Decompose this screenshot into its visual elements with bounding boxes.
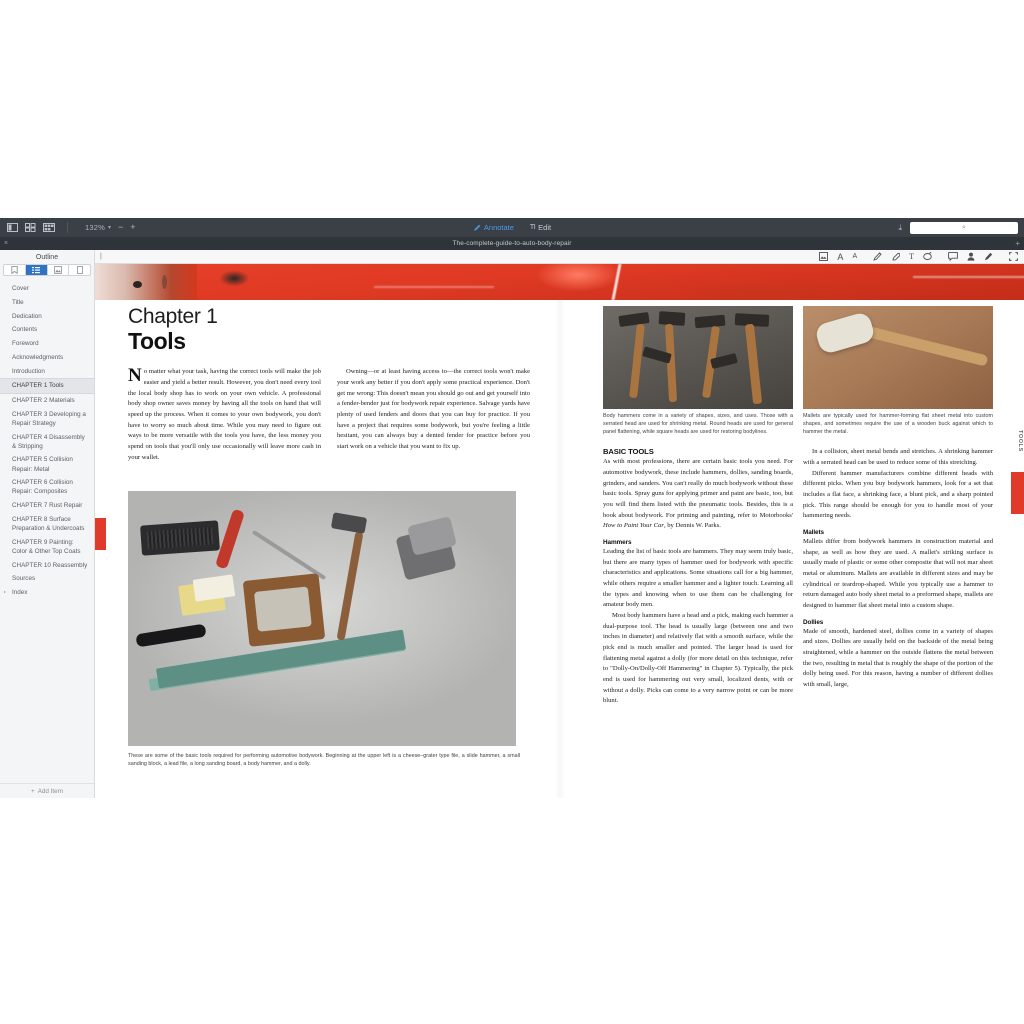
right-page-columns bbox=[603, 447, 1003, 707]
bookmark-tab-left bbox=[95, 518, 106, 550]
slide-hammer-handle-shape bbox=[215, 509, 245, 570]
close-tab-icon[interactable]: × bbox=[4, 240, 9, 247]
pdf-reader-window bbox=[0, 218, 1024, 798]
basic-tools-paragraph bbox=[603, 457, 793, 532]
single-page-view-icon[interactable] bbox=[6, 222, 19, 233]
basic-tools-text-a: As with most professions, there are certain basic tools you need. For automotive bodywork, these include hammers, dollies, sanding boards, grinders, and sanders. You can't really do much bodywork without these basic tools. Spray guns for applying primer and paint are basic, too, but you will find them listed with the pneumatic tools. Besides, this is a book about bodywork. For priming and painting, refer to Motorbooks' bbox=[603, 458, 793, 519]
new-tab-icon[interactable]: + bbox=[1015, 239, 1020, 248]
left-page-columns bbox=[128, 367, 530, 463]
shape-tool-icon[interactable] bbox=[923, 252, 932, 261]
marker-icon[interactable] bbox=[984, 252, 993, 261]
outline-item[interactable] bbox=[0, 407, 94, 430]
mallet-handle-shape bbox=[860, 324, 989, 366]
outline-item-label: Dedication bbox=[12, 312, 42, 320]
outline-item-label: Foreword bbox=[12, 340, 39, 348]
bleed-highlight-2 bbox=[913, 276, 1024, 278]
book-spread bbox=[95, 300, 1024, 798]
outline-item-label: CHAPTER 9 Painting: Color & Other Top Coats bbox=[12, 538, 81, 555]
body-hammers-caption: Body hammers come in a variety of shapes, sizes, and uses. Those with a serrated head are used for shrinking metal. Round heads are used for general panel flattening, while square heads are used for restoring bodylines. bbox=[603, 413, 793, 436]
toolbar-right-group bbox=[898, 222, 1018, 234]
left-column-2 bbox=[337, 367, 530, 463]
outline-list[interactable] bbox=[0, 280, 94, 783]
hammer-handle-1 bbox=[629, 324, 645, 398]
outline-item-label: CHAPTER 5 Collision Repair: Metal bbox=[12, 456, 73, 473]
annotate-label: Annotate bbox=[483, 223, 514, 232]
sidebar-segment-bookmarks[interactable] bbox=[4, 265, 26, 275]
body-hammers-photo bbox=[603, 306, 793, 409]
outline-item-label: Contents bbox=[12, 326, 38, 334]
grid-view-icon[interactable] bbox=[24, 222, 37, 233]
lead-file-shape bbox=[243, 573, 325, 647]
download-icon[interactable]: ⤓ bbox=[898, 222, 902, 232]
right-paragraph-1: In a collision, sheet metal bends and stretches. A shrinking hammer with a serrated head can be used to reduce some of this stretching. bbox=[803, 448, 993, 466]
outline-item[interactable] bbox=[0, 558, 94, 572]
chapter-kicker: Chapter 1 bbox=[128, 305, 218, 328]
outline-item[interactable] bbox=[0, 572, 94, 586]
zoom-out-button[interactable]: − bbox=[118, 222, 124, 232]
sidebar-view-switcher bbox=[3, 264, 91, 276]
outline-item[interactable] bbox=[0, 364, 94, 378]
body-hammer-head-shape bbox=[331, 512, 367, 534]
sanding-block-top-shape bbox=[193, 574, 236, 601]
sidebar-segment-outline[interactable] bbox=[26, 265, 48, 275]
right-page-photos bbox=[603, 306, 1003, 436]
chapter-title: Tools bbox=[128, 328, 186, 355]
document-pane bbox=[95, 250, 1024, 798]
draw-tools-group bbox=[873, 252, 932, 261]
chevron-down-icon[interactable]: ▾ bbox=[107, 225, 111, 231]
left-col2-paragraph: Owning—or at least having access to—the correct tools won't make your work any better if you don't apply some practical experience. Don't get me wrong: This doesn't mean you should go out and get yourself into a fender-bender just for bodywork repair experience. Salvage yards have plenty of used fenders and doors that you can buy for practice. If you have a project that requires some bodywork, but you're feeling a little hesitant, you can always buy a dented fender for practice before you start work on a vehicle that you want to fix up. bbox=[337, 368, 530, 450]
body-hammers-figure bbox=[603, 306, 793, 436]
outline-item-label: Acknowledgments bbox=[12, 353, 64, 361]
outline-item-label: Introduction bbox=[12, 367, 45, 375]
comment-icon[interactable] bbox=[948, 252, 958, 261]
app-toolbar bbox=[0, 218, 1024, 237]
hammer-handle-4 bbox=[745, 324, 762, 405]
search-icon: ⌕ bbox=[962, 223, 966, 231]
outline-item[interactable] bbox=[0, 394, 94, 408]
thumbnail-view-icon[interactable] bbox=[42, 222, 55, 233]
text-tool-icon[interactable]: T bbox=[909, 251, 914, 261]
hammer-head-3 bbox=[695, 315, 726, 329]
pen-icon bbox=[473, 224, 481, 232]
image-tool-icon[interactable] bbox=[819, 252, 828, 261]
mallet-photo bbox=[803, 306, 993, 409]
add-item-label: Add Item bbox=[37, 787, 63, 795]
right-paragraph-2: Different hammer manufacturers combine different heads with different picks. When you buy bodywork hammers, look for a set that includes a flat face, a shrinking face, a blunt pick, and a sharp pointed pick. This range should be enough for you to handle most of your hammering needs. bbox=[803, 469, 993, 520]
outline-item-label: Cover bbox=[12, 285, 29, 293]
left-col1-text: o matter what your task, having the correct tools will make the job easier and yield a better result. However, you don't need every tool the local body shop has to work on your own vehicle. A professional body shop owner saves money by having all the tools on hand that will speed up the process. When it comes to your own bodywork, you don't have to worry so much about time. While you may need to figure out ways to be more versatile with the tools you have, the less money you spend on tools that you'll only use occasionally will leave more cash in your wallet. bbox=[128, 368, 321, 461]
bookmark-tab-right bbox=[1011, 472, 1024, 514]
signature-icon[interactable] bbox=[967, 252, 975, 261]
basic-tools-text-b: , by Dennis W. Parks. bbox=[663, 522, 721, 530]
dollies-paragraph: Made of smooth, hardened steel, dollies come in a variety of shapes and sizes. Dollies are usually held on the backside of the metal being straightened, while a hammer on the outside flattens the metal between the two, resulting in metal that is roughly the shape of the portion of the dolly being used. For this reason, having a number of different dollies with small, large, bbox=[803, 627, 993, 689]
edit-text-icon: TI bbox=[529, 224, 536, 231]
outline-item[interactable] bbox=[0, 476, 94, 499]
basic-tools-photo bbox=[128, 491, 516, 746]
markup-tools-group bbox=[948, 252, 993, 261]
annotation-tool-groups bbox=[819, 252, 1024, 261]
mallet-caption: Mallets are typically used for hammer-forming flat sheet metal into custom shapes, and sometimes require the use of a wooden buck against which to hammer the metal. bbox=[803, 413, 993, 436]
sidebar-title: Outline bbox=[35, 254, 59, 261]
right-column-1 bbox=[603, 447, 793, 707]
view-tools-group bbox=[1009, 252, 1018, 261]
sidebar-segment-thumbnails[interactable] bbox=[48, 265, 70, 275]
expand-triangle-icon[interactable]: ▸ bbox=[4, 589, 7, 595]
zoom-in-button[interactable]: + bbox=[130, 222, 136, 232]
bleed-left-detail bbox=[95, 264, 197, 300]
text-tools-group bbox=[819, 252, 857, 261]
outline-item-label: CHAPTER 10 Reassembly bbox=[12, 561, 88, 569]
outline-item-label: CHAPTER 8 Surface Preparation & Undercoats bbox=[12, 515, 85, 532]
outline-item-label: CHAPTER 2 Materials bbox=[12, 397, 75, 405]
dollies-heading: Dollies bbox=[803, 618, 824, 626]
outline-item-label: CHAPTER 1 Tools bbox=[12, 382, 64, 390]
toolbar-cursor-marker: | bbox=[100, 253, 102, 260]
left-column-1 bbox=[128, 367, 321, 463]
basic-tools-photo-caption: These are some of the basic tools required for performing automotive bodywork. Beginning at the upper left is a cheese–grater type file, a slide hammer, a small sanding block, a lead file, a long sanding board, a body hammer, and a dolly. bbox=[128, 753, 520, 768]
outline-item[interactable] bbox=[0, 378, 94, 394]
basic-tools-book-title: How to Paint Your Car bbox=[603, 522, 664, 530]
mallet-head-shape bbox=[814, 311, 876, 355]
outline-item[interactable] bbox=[0, 323, 94, 337]
mallets-heading: Mallets bbox=[803, 529, 824, 537]
zoom-control[interactable] bbox=[85, 223, 136, 232]
app-body bbox=[0, 250, 1024, 798]
body-hammer-handle-shape bbox=[337, 531, 364, 641]
annotate-button[interactable] bbox=[473, 223, 514, 232]
page-canvas[interactable] bbox=[95, 264, 1024, 798]
annotation-toolbar bbox=[95, 250, 1024, 264]
document-tab-strip bbox=[0, 237, 1024, 250]
outline-item[interactable] bbox=[0, 499, 94, 513]
page-gutter bbox=[555, 300, 565, 798]
left-page bbox=[128, 305, 530, 768]
left-col1-paragraph bbox=[128, 367, 321, 463]
bleed-highlight-1 bbox=[612, 264, 622, 300]
side-tab-label: TOOLS bbox=[1017, 430, 1023, 452]
cheese-grater-file-shape bbox=[140, 520, 220, 555]
add-item-button[interactable] bbox=[0, 783, 94, 798]
outline-item[interactable] bbox=[0, 309, 94, 323]
active-tab-title[interactable]: The-complete-guide-to-auto-body-repair bbox=[452, 240, 572, 247]
plus-icon: + bbox=[31, 787, 35, 795]
outline-item-label: CHAPTER 7 Rust Repair bbox=[12, 502, 83, 510]
outline-item[interactable] bbox=[0, 535, 94, 558]
edit-button[interactable] bbox=[530, 223, 551, 232]
outline-item[interactable] bbox=[0, 296, 94, 310]
hammers-heading: Hammers bbox=[603, 539, 632, 547]
font-decrease-icon[interactable]: A bbox=[852, 252, 858, 260]
hammer-head-1 bbox=[618, 312, 649, 327]
mallet-figure bbox=[803, 306, 993, 436]
sidebar-panel bbox=[0, 250, 95, 798]
right-page bbox=[603, 306, 1003, 707]
file-handle-shape bbox=[135, 624, 206, 648]
bleed-dark-spot bbox=[133, 281, 142, 288]
outline-item-label: Index bbox=[12, 588, 28, 596]
outline-item[interactable] bbox=[0, 282, 94, 296]
outline-item[interactable] bbox=[0, 351, 94, 365]
toolbar-mode-actions bbox=[0, 223, 1024, 232]
sidebar-segment-pages[interactable] bbox=[69, 265, 90, 275]
outline-item[interactable] bbox=[0, 337, 94, 351]
mallets-paragraph: Mallets differ from bodywork hammers in construction material and shape, as well as how they are used. A mallet's striking surface is usually made of plastic or some other composite that will not mar sheet metal or aluminum. Mallets are available in different sizes and may be cylindrical or teardrop-shaped. While you typically use a hammer to return damaged auto body sheet metal to a preformed shape, mallets are designed to hammer flat sheet metal into a custom shape. bbox=[803, 538, 993, 610]
bleed-dark-spot-2 bbox=[162, 275, 167, 289]
basic-tools-heading: BASIC TOOLS bbox=[603, 447, 654, 457]
outline-item-label: CHAPTER 4 Disassembly & Stripping bbox=[12, 433, 85, 450]
zoom-level-value: 132% bbox=[85, 223, 105, 232]
font-increase-icon[interactable]: A bbox=[837, 251, 844, 262]
fullscreen-icon[interactable] bbox=[1009, 252, 1018, 261]
outline-item-label: Title bbox=[12, 299, 24, 307]
bleed-highlight-3 bbox=[374, 286, 494, 288]
spread-bleed-photo bbox=[95, 264, 1024, 300]
outline-item-label: CHAPTER 6 Collision Repair: Composites bbox=[12, 479, 73, 496]
right-column-2 bbox=[803, 447, 993, 707]
hammers-paragraph-1: Leading the list of basic tools are hammers. They may seem truly basic, but there are many types of hammer used for bodywork with specific characteristics and applications. Some situations call for a big hammer, while others require a smaller hammer and a lighter touch. Learning all the types and knowing when to use them can be challenging for amateur body men. bbox=[603, 548, 793, 609]
outline-item[interactable] bbox=[0, 430, 94, 453]
pencil-icon[interactable] bbox=[873, 252, 882, 261]
outline-item-label: CHAPTER 3 Developing a Repair Strategy bbox=[12, 410, 86, 427]
edit-label: Edit bbox=[538, 223, 552, 232]
outline-item[interactable] bbox=[0, 513, 94, 536]
outline-item[interactable] bbox=[0, 586, 94, 600]
hammers-paragraph-2: Most body hammers have a head and a pick, making each hammer a dual-purpose tool. The head is usually large (between one and two inches in diameter) and relatively flat with a smooth surface, while the pick end is much smaller and pointed. The larger head is used for flattening metal against a dolly (for more detail on this technique, refer to "Dolly-On/Dolly-Off Hammering" in Chapter 5). Typically, the pick end is used for hammering out very small, localized dents, with or without a dolly. Picks can come to a very narrow point or can be more blunt. bbox=[603, 612, 793, 705]
outline-item[interactable] bbox=[0, 453, 94, 476]
toolbar-divider bbox=[67, 222, 68, 233]
search-input[interactable] bbox=[910, 222, 1018, 234]
highlighter-icon[interactable] bbox=[891, 252, 900, 261]
drop-cap: N bbox=[128, 365, 142, 387]
outline-item-label: Sources bbox=[12, 575, 36, 583]
